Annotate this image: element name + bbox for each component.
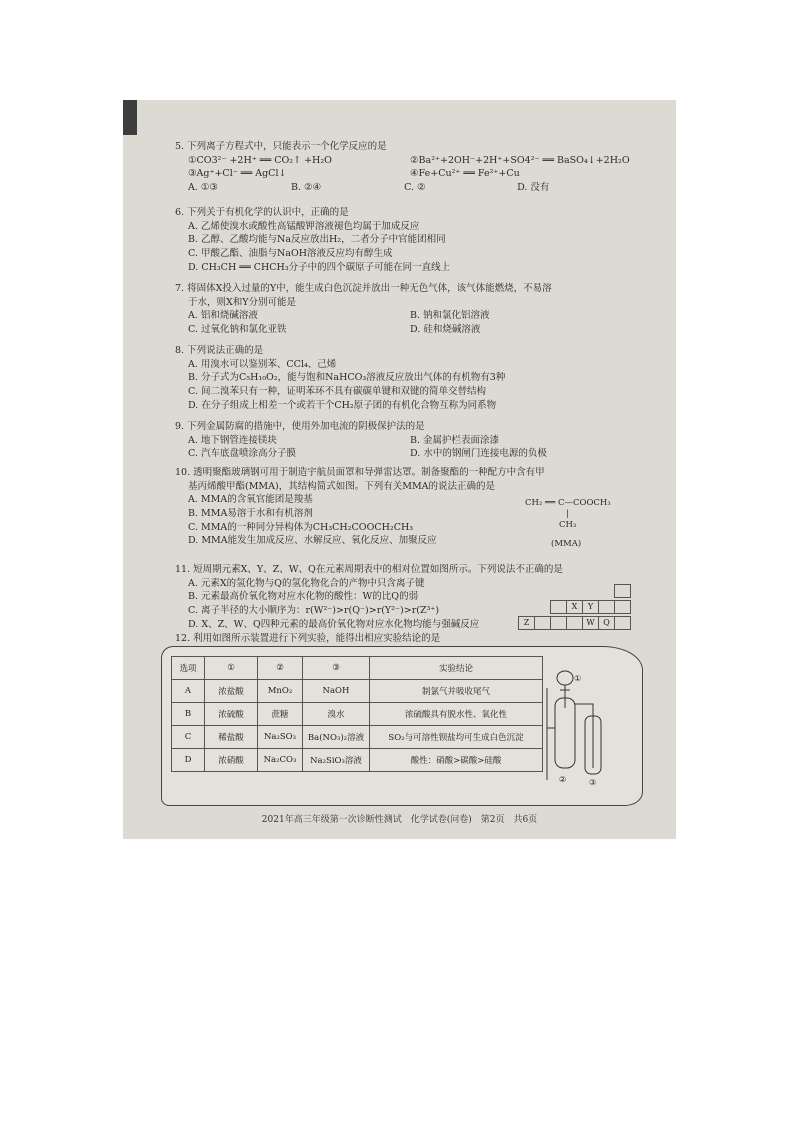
option-a: A. 地下钢管连接镁块 [188,434,277,446]
question-stem-continued: 基丙烯酸甲酯(MMA)，其结构简式如图。下列有关MMA的说法正确的是 [188,480,496,492]
option-a: A. ①③ [188,182,218,194]
cell-option: B [172,703,205,726]
question-stem: 11. 短周期元素X、Y、Z、W、Q在元素周期表中的相对位置如图所示。下列说法不正确的是 [175,564,563,575]
question-stem-continued: 于水，则X和Y分别可能是 [188,296,297,308]
option-b: B. 乙醇、乙酸均能与Na反应放出H₂，二者分子中官能团相同 [188,234,446,246]
pt-cell-empty [614,584,631,598]
pt-cell-empty [598,600,615,614]
cell-reagent-2: Na₂CO₃ [258,749,303,772]
pt-cell-empty [550,600,567,614]
mma-label: (MMA) [551,539,582,549]
label-1: ① [574,674,582,683]
cell-reagent-3: Na₂SiO₃溶液 [303,749,370,772]
pt-cell-q: Q [598,616,615,630]
cell-conclusion: SO₂与可溶性钡盐均可生成白色沉淀 [370,726,543,749]
question-stem: 10. 透明聚酯玻璃钢可用于制造宇航员面罩和导弹雷达罩。制备聚酯的一种配方中含有甲 [175,467,545,478]
question-5 [175,140,630,195]
option-c: C. 汽车底盘喷涂高分子膜 [188,448,296,460]
option-a: A. MMA的含氧官能团是羧基 [188,494,313,506]
header-conclusion: 实验结论 [370,657,543,680]
option-d: D. X、Z、W、Q四种元素的最高价氧化物对应水化物均能与强碱反应 [188,618,480,630]
page-footer: 2021年高三年级第一次诊断性测试 化学试卷(问卷) 第2页 共6页 [261,815,538,825]
cell-conclusion: 浓硫酸具有脱水性、氧化性 [370,703,543,726]
option-d: D. 在分子组成上相差一个或若干个CH₂原子团的有机化合物互称为同系物 [188,399,497,411]
option-d: D. 水中的钢闸门连接电源的负极 [410,448,547,460]
question-6 [175,206,450,274]
mma-methyl: CH₃ [559,520,577,530]
question-8 [175,344,505,412]
mma-bond: | [566,509,569,519]
header-option: 选项 [172,657,205,680]
option-c: C. 过氧化钠和氯化亚铁 [188,324,287,336]
option-b: B. 元素最高价氧化物对应水化物的酸性：W的比Q的弱 [188,591,419,603]
cell-reagent-2: 蔗糖 [258,703,303,726]
mma-main-chain: CH₂ ══ C—COOCH₃ [525,498,611,508]
option-a: A. 用溴水可以鉴别苯、CCl₄、己烯 [188,358,337,370]
pt-cell-empty [614,616,631,630]
option-b: B. 金属护栏表面涂漆 [410,434,500,446]
cell-reagent-1: 稀盐酸 [205,726,258,749]
option-a: A. 铝和烧碱溶液 [188,310,258,322]
label-3: ③ [589,778,597,787]
table-row [172,749,543,772]
option-c: C. 间二溴苯只有一种，证明苯环不具有碳碳单键和双键的简单交替结构 [188,386,486,398]
cell-reagent-2: MnO₂ [258,680,303,703]
cell-option: D [172,749,205,772]
equation-4: ④Fe+Cu²⁺ ══ Fe²⁺+Cu [410,168,520,180]
separatory-funnel-bulb [557,671,573,685]
pt-cell-empty [614,600,631,614]
header-reagent-2: ② [258,657,303,680]
question-9 [175,420,547,461]
cell-option: C [172,726,205,749]
cell-reagent-1: 浓硫酸 [205,703,258,726]
page-shadow-edge [123,100,137,135]
pt-cell-x: X [566,600,583,614]
table-header-row [172,657,543,680]
pt-cell-empty [534,616,551,630]
question-7 [175,282,552,337]
cell-reagent-1: 浓盐酸 [205,680,258,703]
pt-cell-z: Z [518,616,535,630]
option-c: C. ② [404,182,426,194]
question-11 [175,563,563,631]
cell-conclusion: 酸性：硝酸>碳酸>硅酸 [370,749,543,772]
option-a: A. 元素X的氢化物与Q的氢化物化合的产物中只含离子键 [188,577,425,589]
equation-1: ①CO3²⁻ +2H⁺ ══ CO₂↑ +H₂O [188,154,332,166]
cell-reagent-1: 浓硝酸 [205,749,258,772]
experiment-apparatus [543,668,623,788]
experiment-table [171,656,543,772]
option-b: B. 钠和氯化铝溶液 [410,310,490,322]
table-row [172,703,543,726]
pt-cell-empty [566,616,583,630]
equation-3: ③Ag⁺+Cl⁻ ══ AgCl↓ [188,168,287,180]
question-stem: 5. 下列离子方程式中，只能表示一个化学反应的是 [175,141,387,152]
pt-cell-empty [550,616,567,630]
question-12 [175,632,440,646]
question-10 [175,466,545,548]
cell-reagent-2: Na₂SO₃ [258,726,303,749]
question-stem: 6. 下列关于有机化学的认识中，正确的是 [175,207,349,218]
table-row [172,680,543,703]
option-b: B. 分子式为C₅H₁₀O₂，能与饱和NaHCO₃溶液反应放出气体的有机物有3种 [188,372,506,384]
option-c: C. 甲酸乙酯、油脂与NaOH溶液反应均有醇生成 [188,248,393,260]
cell-reagent-3: 溴水 [303,703,370,726]
label-2: ② [559,775,567,784]
reaction-flask [555,698,575,768]
header-reagent-1: ① [205,657,258,680]
table-row [172,726,543,749]
option-b: B. MMA易溶于水和有机溶剂 [188,508,313,520]
option-a: A. 乙烯使溴水或酸性高锰酸钾溶液褪色均属于加成反应 [188,220,420,232]
question-stem: 8. 下列说法正确的是 [175,345,264,356]
option-d: D. 硅和烧碱溶液 [410,324,481,336]
option-c: C. 离子半径的大小顺序为：r(W²⁻)>r(Q⁻)>r(Y²⁻)>r(Z³⁺) [188,605,440,617]
pt-cell-w: W [582,616,599,630]
question-stem: 12. 利用如图所示装置进行下列实验，能得出相应实验结论的是 [175,633,441,644]
option-d: D. 没有 [517,182,550,194]
pt-cell-y: Y [582,600,599,614]
cell-option: A [172,680,205,703]
option-c: C. MMA的一种同分异构体为CH₃CH₂COOCH₂CH₃ [188,521,414,533]
question-stem: 9. 下列金属防腐的措施中，使用外加电流的阴极保护法的是 [175,421,425,432]
option-d: D. CH₃CH ══ CHCH₃分子中的四个碳原子可能在同一直线上 [188,261,451,273]
equation-2: ②Ba²⁺+2OH⁻+2H⁺+SO4²⁻ ══ BaSO₄↓+2H₂O [410,154,630,166]
option-d: D. MMA能发生加成反应、水解反应、氧化反应、加聚反应 [188,535,437,547]
option-b: B. ②④ [291,182,322,194]
cell-reagent-3: NaOH [303,680,370,703]
cell-conclusion: 制氯气并吸收尾气 [370,680,543,703]
cell-reagent-3: Ba(NO₃)₂溶液 [303,726,370,749]
header-reagent-3: ③ [303,657,370,680]
exam-page-photo [123,100,676,839]
question-stem: 7. 将固体X投入过量的Y中，能生成白色沉淀并放出一种无色气体，该气体能燃烧，不易溶 [175,283,552,294]
delivery-tube [575,704,593,768]
